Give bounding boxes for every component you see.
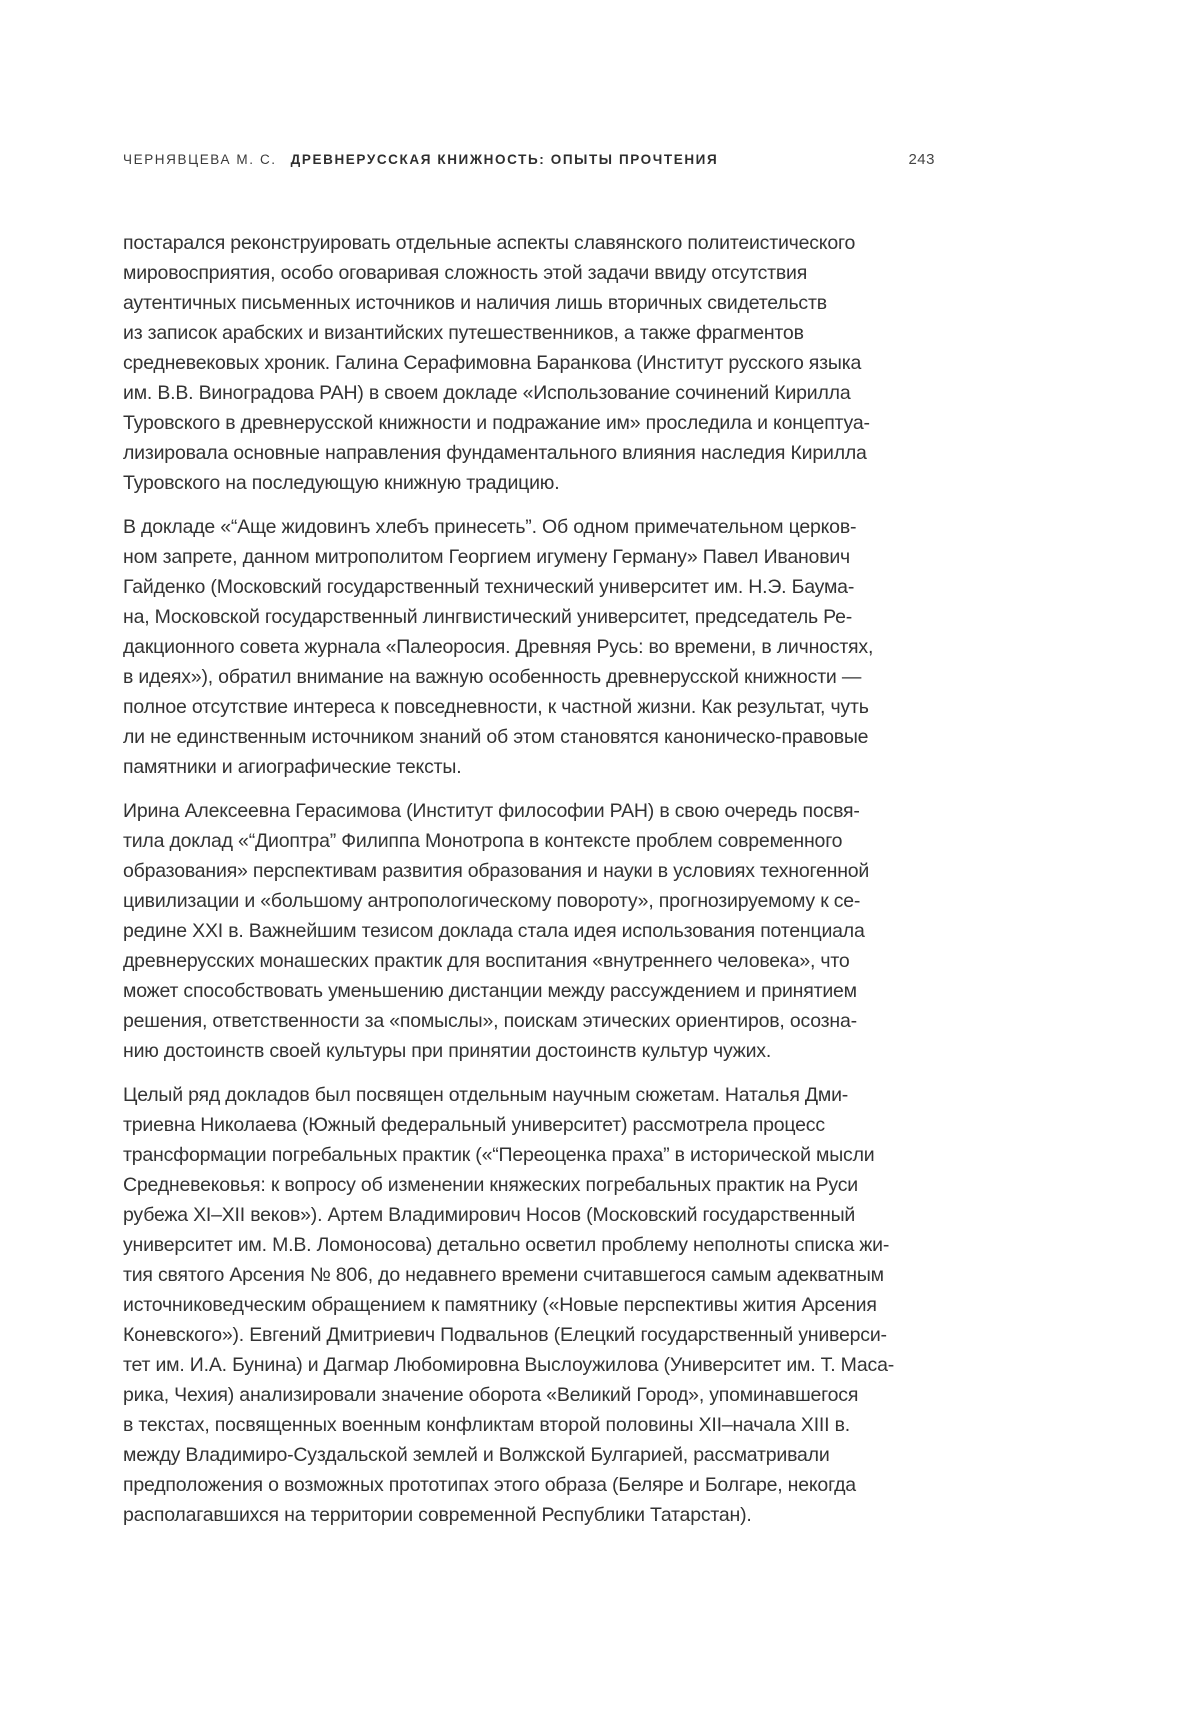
paragraph: В докладе «“Аще жидовинъ хлебъ принесеть”. Об одном примечательном церков- ном запрете, данном митрополитом Георгием игумену Герману» Павел Иванович Гайденко (Московский государственный технический университет им. Н.Э. Баума- на, Московской государственный лингвистический университет, председатель Ре- дакционного совета журнала «Палеоросия. Древняя Русь: во времени, в личностях, в идеях»), обратил внимание на важную особенность древнерусской книжности — полное отсутствие интереса к повседневности, к частной жизни. Как результат, чуть ли не единственным источником знаний об этом становятся каноническо-правовые памятники и агиографические тексты. xyxy=(123,516,874,778)
page-number: 243 xyxy=(908,151,935,168)
running-head-title: ДРЕВНЕРУССКАЯ КНИЖНОСТЬ: ОПЫТЫ ПРОЧТЕНИЯ xyxy=(290,152,719,167)
page-header xyxy=(123,152,935,168)
paragraph: Целый ряд докладов был посвящен отдельным научным сюжетам. Наталья Дми- триевна Николаева (Южный федеральный университет) рассмотрела процесс трансформации погребальных практик («“Переоценка праха” в исторической мысли Средневековья: к вопросу об изменении княжеских погребальных практик на Руси рубежа XI–XII веков»). Артем Владимирович Носов (Московский государственный университет им. М.В. Ломоносова) детально осветил проблему неполноты списка жи- тия святого Арсения № 806, до недавнего времени считавшегося самым адекватным источниковедческим обращением к памятнику («Новые перспективы жития Арсения Коневского»). Евгений Дмитриевич Подвальнов (Елецкий государственный универси- тет им. И.А. Бунина) и Дагмар Любомировна Выслоужилова (Университет им. Т. Маса- рика, Чехия) анализировали значение оборота «Великий Город», упоминавшегося в текстах, посвященных военным конфликтам второй половины XII–начала XIII в. между Владимиро-Суздальской землей и Волжской Булгарией, рассматривали предположения о возможных прототипах этого образа (Беляре и Болгаре, некогда располагавшихся на территории современной Республики Татарстан). xyxy=(123,1084,895,1526)
running-head xyxy=(123,152,718,168)
paragraph: Ирина Алексеевна Герасимова (Институт философии РАН) в свою очередь посвя- тила доклад «“Диоптра” Филиппа Монотропа в контексте проблем современного образования» перспективам развития образования и науки в условиях техногенной цивилизации и «большому антропологическому повороту», прогнозируемому к се- редине XXI в. Важнейшим тезисом доклада стала идея использования потенциала древнерусских монашеских практик для воспитания «внутреннего человека», что может способствовать уменьшению дистанции между рассуждением и принятием решения, ответственности за «помыслы», поискам этических ориентиров, осозна- нию достоинств своей культуры при принятии достоинств культур чужих. xyxy=(123,800,870,1062)
article-body xyxy=(123,228,935,1530)
page-content xyxy=(123,152,935,1544)
running-head-author: ЧЕРНЯВЦЕВА М. С. xyxy=(123,152,277,167)
paragraph: постарался реконструировать отдельные аспекты славянского политеистического мировосприятия, особо оговаривая сложность этой задачи ввиду отсутствия аутентичных письменных источников и наличия лишь вторичных свидетельств из записок арабских и византийских путешественников, а также фрагментов средневековых хроник. Галина Серафимовна Баранкова (Институт русского языка им. В.В. Виноградова РАН) в своем докладе «Использование сочинений Кирилла Туровского в древнерусской книжности и подражание им» проследила и концептуа- лизировала основные направления фундаментального влияния наследия Кирилла Туровского на последующую книжную традицию. xyxy=(123,232,870,494)
